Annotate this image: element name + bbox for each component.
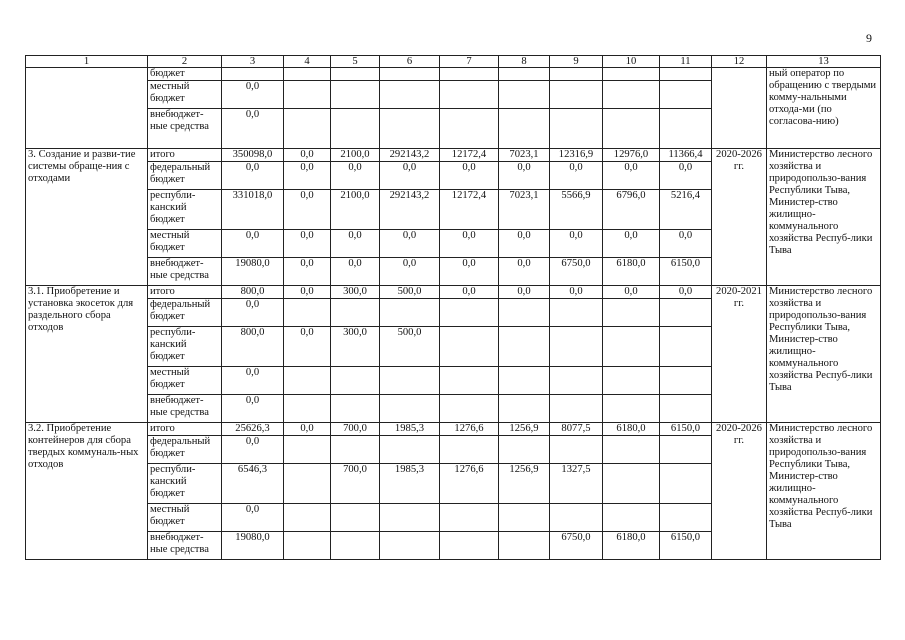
value-cell: 0,0 [284,162,331,190]
value-cell [660,68,712,81]
funding-source-cell: республи-канский бюджет [148,464,222,504]
funding-source-cell: итого [148,149,222,162]
value-cell: 0,0 [380,258,440,286]
funding-source-cell: федеральный бюджет [148,436,222,464]
value-cell: 800,0 [222,286,284,299]
value-cell [603,367,660,395]
value-cell: 292143,2 [380,149,440,162]
value-cell: 0,0 [550,162,603,190]
header-cell: 10 [603,56,660,68]
value-cell: 6796,0 [603,190,660,230]
funding-source-cell: внебюджет-ные средства [148,395,222,423]
value-cell [550,68,603,81]
value-cell: 6150,0 [660,532,712,560]
value-cell: 8077,5 [550,423,603,436]
value-cell [440,504,499,532]
funding-source-cell: федеральный бюджет [148,299,222,327]
value-cell [331,395,380,423]
value-cell [660,395,712,423]
value-cell: 800,0 [222,327,284,367]
value-cell: 292143,2 [380,190,440,230]
value-cell: 0,0 [660,286,712,299]
value-cell [550,436,603,464]
value-cell [499,327,550,367]
value-cell [284,395,331,423]
value-cell: 0,0 [222,109,284,149]
value-cell: 700,0 [331,464,380,504]
value-cell: 1985,3 [380,423,440,436]
value-cell: 6750,0 [550,258,603,286]
value-cell: 0,0 [380,230,440,258]
value-cell [499,504,550,532]
value-cell: 0,0 [222,299,284,327]
header-row [26,56,881,68]
value-cell: 0,0 [499,286,550,299]
funding-source-cell: итого [148,423,222,436]
value-cell: 0,0 [660,162,712,190]
value-cell [499,81,550,109]
header-cell: 6 [380,56,440,68]
value-cell: 6180,0 [603,258,660,286]
page-number: 9 [866,31,872,45]
funding-source-cell: итого [148,286,222,299]
header-cell: 2 [148,56,222,68]
value-cell [380,504,440,532]
value-cell [550,81,603,109]
value-cell [284,464,331,504]
value-cell: 6150,0 [660,258,712,286]
funding-source-cell: местный бюджет [148,230,222,258]
value-cell: 0,0 [499,230,550,258]
value-cell [660,109,712,149]
value-cell: 0,0 [222,504,284,532]
value-cell: 6180,0 [603,532,660,560]
value-cell: 0,0 [331,162,380,190]
value-cell: 0,0 [222,81,284,109]
value-cell [603,68,660,81]
value-cell: 19080,0 [222,532,284,560]
value-cell [499,367,550,395]
value-cell: 5566,9 [550,190,603,230]
value-cell: 0,0 [284,423,331,436]
value-cell [284,68,331,81]
responsible-cell: ный оператор по обращению с твердыми комму-нальными отхода-ми (по согласова-нию) [767,68,881,149]
value-cell: 11366,4 [660,149,712,162]
value-cell [550,109,603,149]
value-cell [499,109,550,149]
value-cell [660,81,712,109]
table-body [26,56,881,560]
value-cell: 1327,5 [550,464,603,504]
responsible-cell: Министерство лесного хозяйства и природопользо-вания Республики Тыва, Министер-ство жилищно-коммунального хозяйства Респуб-лики Тыва [767,149,881,286]
value-cell [550,327,603,367]
value-cell [380,367,440,395]
value-cell [660,299,712,327]
value-cell: 500,0 [380,327,440,367]
value-cell: 0,0 [284,327,331,367]
value-cell [499,436,550,464]
responsible-cell: Министерство лесного хозяйства и природопользо-вания Республики Тыва, Министер-ство жилищно-коммунального хозяйства Респуб-лики Тыва [767,286,881,423]
value-cell [499,299,550,327]
value-cell: 0,0 [222,367,284,395]
value-cell: 0,0 [603,230,660,258]
value-cell [499,532,550,560]
value-cell [660,327,712,367]
event-name-cell [26,68,148,149]
value-cell [331,436,380,464]
value-cell [440,327,499,367]
value-cell [380,299,440,327]
value-cell [440,367,499,395]
value-cell: 0,0 [222,436,284,464]
value-cell [499,395,550,423]
value-cell: 6180,0 [603,423,660,436]
value-cell [440,436,499,464]
value-cell [380,109,440,149]
value-cell: 0,0 [440,230,499,258]
table-row [26,286,881,299]
value-cell [331,532,380,560]
value-cell [331,81,380,109]
header-cell: 1 [26,56,148,68]
header-cell: 7 [440,56,499,68]
value-cell: 1256,9 [499,423,550,436]
value-cell: 350098,0 [222,149,284,162]
value-cell: 19080,0 [222,258,284,286]
value-cell: 0,0 [550,286,603,299]
value-cell [380,81,440,109]
responsible-cell: Министерство лесного хозяйства и природопользо-вания Республики Тыва, Министер-ство жилищно-коммунального хозяйства Респуб-лики Тыва [767,423,881,560]
value-cell: 6150,0 [660,423,712,436]
value-cell: 6750,0 [550,532,603,560]
value-cell [550,299,603,327]
funding-source-cell: республи-канский бюджет [148,190,222,230]
value-cell [284,81,331,109]
value-cell: 1985,3 [380,464,440,504]
header-cell: 3 [222,56,284,68]
value-cell: 0,0 [284,286,331,299]
value-cell [440,68,499,81]
table-row [26,68,881,81]
event-name-cell: 3. Создание и разви-тие системы обраще-ния с отходами [26,149,148,286]
event-name-cell: 3.1. Приобретение и установка экосеток для раздельного сбора отходов [26,286,148,423]
value-cell: 0,0 [284,190,331,230]
value-cell [331,504,380,532]
value-cell [603,299,660,327]
value-cell: 0,0 [284,149,331,162]
value-cell [331,109,380,149]
value-cell [660,367,712,395]
value-cell [331,68,380,81]
value-cell [380,68,440,81]
value-cell [550,395,603,423]
value-cell: 300,0 [331,286,380,299]
value-cell: 0,0 [440,162,499,190]
value-cell [603,436,660,464]
value-cell: 1256,9 [499,464,550,504]
value-cell [660,464,712,504]
value-cell [284,532,331,560]
funding-source-cell: бюджет [148,68,222,81]
value-cell: 12316,9 [550,149,603,162]
value-cell [284,367,331,395]
value-cell: 0,0 [499,258,550,286]
value-cell: 1276,6 [440,464,499,504]
value-cell [499,68,550,81]
value-cell: 0,0 [603,286,660,299]
value-cell: 7023,1 [499,149,550,162]
value-cell: 7023,1 [499,190,550,230]
value-cell: 0,0 [222,230,284,258]
value-cell [550,367,603,395]
value-cell [603,464,660,504]
value-cell: 500,0 [380,286,440,299]
value-cell: 300,0 [331,327,380,367]
funding-source-cell: местный бюджет [148,81,222,109]
value-cell [284,299,331,327]
value-cell [660,504,712,532]
value-cell: 0,0 [440,286,499,299]
value-cell [440,299,499,327]
value-cell [380,532,440,560]
funding-source-cell: внебюджет-ные средства [148,258,222,286]
value-cell [440,81,499,109]
value-cell: 0,0 [499,162,550,190]
value-cell [331,299,380,327]
value-cell [603,327,660,367]
value-cell: 5216,4 [660,190,712,230]
header-cell: 13 [767,56,881,68]
header-cell: 4 [284,56,331,68]
value-cell: 1276,6 [440,423,499,436]
header-cell: 12 [712,56,767,68]
table-row [26,149,881,162]
value-cell [284,436,331,464]
period-cell [712,68,767,149]
value-cell: 0,0 [660,230,712,258]
value-cell [331,367,380,395]
funding-source-cell: внебюджет-ные средства [148,532,222,560]
header-cell: 11 [660,56,712,68]
program-table [25,55,881,560]
period-cell: 2020-2026 гг. [712,423,767,560]
value-cell: 0,0 [222,162,284,190]
value-cell [440,109,499,149]
value-cell: 0,0 [603,162,660,190]
funding-source-cell: внебюджет-ные средства [148,109,222,149]
table-row [26,423,881,436]
value-cell [284,504,331,532]
value-cell [380,436,440,464]
period-cell: 2020-2026 гг. [712,149,767,286]
value-cell [284,109,331,149]
value-cell: 2100,0 [331,190,380,230]
event-name-cell: 3.2. Приобретение контейнеров для сбора твердых коммуналь-ных отходов [26,423,148,560]
header-cell: 5 [331,56,380,68]
value-cell [603,109,660,149]
value-cell [440,395,499,423]
funding-source-cell: местный бюджет [148,367,222,395]
value-cell: 12172,4 [440,190,499,230]
funding-source-cell: федеральный бюджет [148,162,222,190]
value-cell: 2100,0 [331,149,380,162]
value-cell: 25626,3 [222,423,284,436]
period-cell: 2020-2021 гг. [712,286,767,423]
value-cell: 0,0 [284,258,331,286]
value-cell: 0,0 [284,230,331,258]
value-cell: 700,0 [331,423,380,436]
value-cell: 0,0 [440,258,499,286]
value-cell [603,81,660,109]
value-cell [550,504,603,532]
value-cell: 12172,4 [440,149,499,162]
value-cell: 0,0 [331,258,380,286]
value-cell [440,532,499,560]
value-cell [660,436,712,464]
value-cell: 331018,0 [222,190,284,230]
value-cell: 6546,3 [222,464,284,504]
funding-source-cell: местный бюджет [148,504,222,532]
value-cell [380,395,440,423]
funding-source-cell: республи-канский бюджет [148,327,222,367]
value-cell [603,504,660,532]
header-cell: 9 [550,56,603,68]
value-cell [222,68,284,81]
value-cell: 0,0 [331,230,380,258]
value-cell: 0,0 [222,395,284,423]
value-cell: 0,0 [380,162,440,190]
header-cell: 8 [499,56,550,68]
value-cell: 0,0 [550,230,603,258]
value-cell [603,395,660,423]
value-cell: 12976,0 [603,149,660,162]
